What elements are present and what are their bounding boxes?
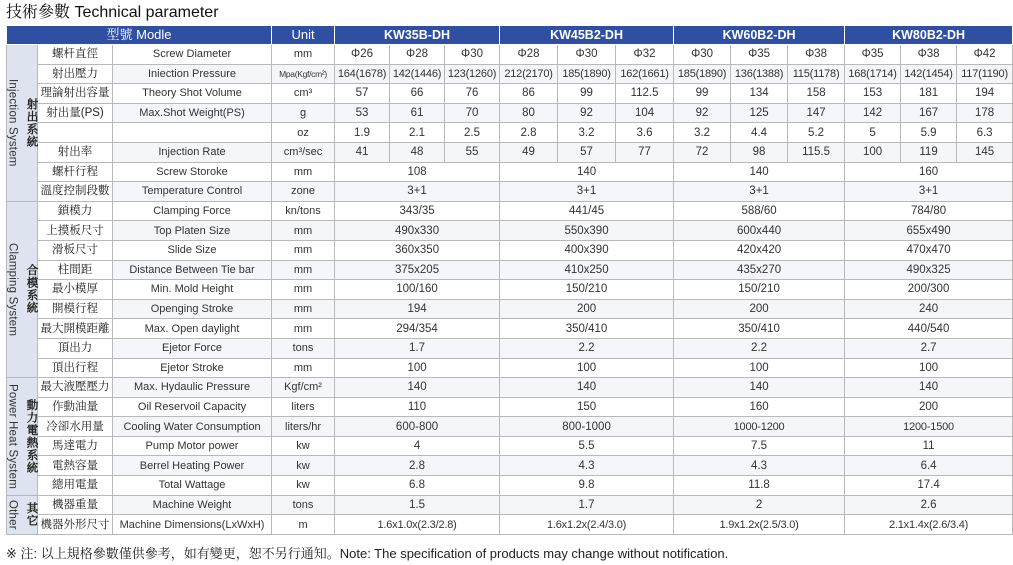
param-name-en: Cooling Water Consumption <box>113 417 272 437</box>
section-label-zh: 其它 <box>25 502 38 528</box>
value-cell: Φ28 <box>390 45 445 65</box>
table-row <box>7 319 1013 339</box>
section-label <box>7 201 38 377</box>
value-cell: 350/410 <box>674 319 845 339</box>
value-cell: 145 <box>957 142 1013 162</box>
value-cell: 100 <box>335 358 500 378</box>
value-cell: 2.1x1.4x(2.6/3.4) <box>845 515 1013 535</box>
value-cell: 3.6 <box>616 123 674 143</box>
value-cell: 150 <box>500 397 674 417</box>
param-name-en: Theory Shot Volume <box>113 84 272 104</box>
param-name-en: Oil Reservoil Capacity <box>113 397 272 417</box>
value-cell: 5.9 <box>901 123 957 143</box>
param-unit: tons <box>272 338 335 358</box>
value-cell: 115.5 <box>788 142 845 162</box>
value-cell: 2.2 <box>500 338 674 358</box>
param-name-en: Ejetor Stroke <box>113 358 272 378</box>
value-cell: 136(1388) <box>731 64 788 84</box>
value-cell: 110 <box>335 397 500 417</box>
value-cell: 5.2 <box>788 123 845 143</box>
param-name-zh: 滑板尺寸 <box>38 240 113 260</box>
value-cell: 2.8 <box>335 456 500 476</box>
value-cell: 168(1714) <box>845 64 901 84</box>
value-cell: 1200-1500 <box>845 417 1013 437</box>
param-name-en: Max. Hydaulic Pressure <box>113 378 272 398</box>
param-name-zh: 螺杆行程 <box>38 162 113 182</box>
table-row <box>7 358 1013 378</box>
param-unit: Kgf/cm² <box>272 378 335 398</box>
param-name-zh: 鎖模力 <box>38 201 113 221</box>
header-row <box>7 26 1013 45</box>
value-cell: 158 <box>788 84 845 104</box>
value-cell: 2.8 <box>500 123 558 143</box>
value-cell: 66 <box>390 84 445 104</box>
value-cell: 185(1890) <box>674 64 731 84</box>
table-row <box>7 417 1013 437</box>
value-cell: 350/410 <box>500 319 674 339</box>
value-cell: 92 <box>558 103 616 123</box>
param-unit: liters <box>272 397 335 417</box>
value-cell: 4 <box>335 436 500 456</box>
param-name-en: Injection Rate <box>113 142 272 162</box>
param-unit: mm <box>272 299 335 319</box>
value-cell: 420x420 <box>674 240 845 260</box>
param-unit: mm <box>272 162 335 182</box>
param-unit: mm <box>272 319 335 339</box>
value-cell: 11.8 <box>674 476 845 496</box>
value-cell: 400x390 <box>500 240 674 260</box>
value-cell: 117(1190) <box>957 64 1013 84</box>
param-name-en: Distance Between Tie bar <box>113 260 272 280</box>
value-cell: 3.2 <box>558 123 616 143</box>
value-cell: 200/300 <box>845 280 1013 300</box>
param-name-zh: 柱間距 <box>38 260 113 280</box>
param-name-zh: 溫度控制段數 <box>38 182 113 202</box>
param-name-en: Ejetor Force <box>113 338 272 358</box>
param-name-en: Min. Mold Height <box>113 280 272 300</box>
value-cell: Φ30 <box>558 45 616 65</box>
value-cell: 99 <box>558 84 616 104</box>
value-cell: 435x270 <box>674 260 845 280</box>
value-cell: 57 <box>335 84 390 104</box>
param-unit: tons <box>272 495 335 515</box>
value-cell: 100 <box>845 142 901 162</box>
table-row <box>7 162 1013 182</box>
value-cell: 440/540 <box>845 319 1013 339</box>
value-cell: 153 <box>845 84 901 104</box>
value-cell: 140 <box>674 378 845 398</box>
section-label-zh: 合模系統 <box>25 264 38 315</box>
table-row <box>7 201 1013 221</box>
param-name-zh: 螺杆直徑 <box>38 45 113 65</box>
value-cell: Φ30 <box>674 45 731 65</box>
value-cell: 6.8 <box>335 476 500 496</box>
value-cell: 178 <box>957 103 1013 123</box>
model-header-kw60b2: KW60B2-DH <box>674 26 845 45</box>
value-cell: 600-800 <box>335 417 500 437</box>
value-cell: Φ42 <box>957 45 1013 65</box>
value-cell: 86 <box>500 84 558 104</box>
model-header-kw80b2: KW80B2-DH <box>845 26 1013 45</box>
param-unit: mm <box>272 221 335 241</box>
value-cell: 784/80 <box>845 201 1013 221</box>
value-cell: 2.6 <box>845 495 1013 515</box>
value-cell: 11 <box>845 436 1013 456</box>
table-row <box>7 182 1013 202</box>
value-cell: 162(1661) <box>616 64 674 84</box>
param-name-en: Max. Open daylight <box>113 319 272 339</box>
value-cell: 150/210 <box>674 280 845 300</box>
param-name-zh: 射出率 <box>38 142 113 162</box>
param-unit: oz <box>272 123 335 143</box>
param-name-en: Max.Shot Weight(PS) <box>113 103 272 123</box>
value-cell: 142(1454) <box>901 64 957 84</box>
value-cell: 115(1178) <box>788 64 845 84</box>
spec-body <box>7 45 1013 535</box>
value-cell: 48 <box>390 142 445 162</box>
value-cell: 140 <box>674 162 845 182</box>
value-cell: 160 <box>845 162 1013 182</box>
value-cell: 2.2 <box>674 338 845 358</box>
param-unit: g <box>272 103 335 123</box>
value-cell: 1.6x1.2x(2.4/3.0) <box>500 515 674 535</box>
table-row <box>7 221 1013 241</box>
value-cell: 140 <box>845 378 1013 398</box>
value-cell: 150/210 <box>500 280 674 300</box>
value-cell: 140 <box>500 378 674 398</box>
value-cell: 655x490 <box>845 221 1013 241</box>
value-cell: 2.5 <box>445 123 500 143</box>
section-label-en: Clamping System <box>6 242 19 336</box>
param-name-zh: 射出量(PS) <box>38 103 113 123</box>
param-name-zh: 最小模厚 <box>38 280 113 300</box>
value-cell: 200 <box>500 299 674 319</box>
param-unit: zone <box>272 182 335 202</box>
value-cell: 100 <box>674 358 845 378</box>
value-cell: 410x250 <box>500 260 674 280</box>
value-cell: 123(1260) <box>445 64 500 84</box>
section-label-zh: 動力電熱系統 <box>25 398 38 474</box>
param-unit: liters/hr <box>272 417 335 437</box>
param-name-en: Screw Storoke <box>113 162 272 182</box>
value-cell: 294/354 <box>335 319 500 339</box>
param-name-en: Machine Dimensions(LxWxH) <box>113 515 272 535</box>
value-cell: 1.9x1.2x(2.5/3.0) <box>674 515 845 535</box>
value-cell: 9.8 <box>500 476 674 496</box>
param-unit: mm <box>272 260 335 280</box>
value-cell: 4.3 <box>674 456 845 476</box>
table-row <box>7 476 1013 496</box>
value-cell: 200 <box>674 299 845 319</box>
value-cell: 142(1446) <box>390 64 445 84</box>
value-cell: Φ26 <box>335 45 390 65</box>
value-cell: 53 <box>335 103 390 123</box>
value-cell: 490x330 <box>335 221 500 241</box>
model-header-label: 型號 Modle <box>7 26 272 45</box>
table-row <box>7 515 1013 535</box>
section-label-en: Power Heat System <box>6 383 19 489</box>
value-cell: 112.5 <box>616 84 674 104</box>
param-name-en <box>113 123 272 143</box>
value-cell: 360x350 <box>335 240 500 260</box>
value-cell: 1.7 <box>500 495 674 515</box>
value-cell: 240 <box>845 299 1013 319</box>
value-cell: 600x440 <box>674 221 845 241</box>
value-cell: 6.3 <box>957 123 1013 143</box>
param-name-en: Temperature Control <box>113 182 272 202</box>
param-unit: mm <box>272 45 335 65</box>
param-name-en: Total Wattage <box>113 476 272 496</box>
table-row <box>7 260 1013 280</box>
value-cell: 343/35 <box>335 201 500 221</box>
param-name-en: Berrel Heating Power <box>113 456 272 476</box>
footnote: ※ 注: 以上規格參數僅供參考，如有變更，恕不另行通知。Note: The specification of products may change without notification. <box>6 546 729 561</box>
value-cell: 800-1000 <box>500 417 674 437</box>
value-cell: 70 <box>445 103 500 123</box>
table-row <box>7 64 1013 84</box>
value-cell: 2.1 <box>390 123 445 143</box>
value-cell: 200 <box>845 397 1013 417</box>
model-header-kw45b2: KW45B2-DH <box>500 26 674 45</box>
unit-header-label: Unit <box>272 26 335 45</box>
param-name-zh: 最大開模距離 <box>38 319 113 339</box>
param-name-en: Clamping Force <box>113 201 272 221</box>
table-row <box>7 84 1013 104</box>
param-unit: kw <box>272 456 335 476</box>
value-cell: 7.5 <box>674 436 845 456</box>
param-name-en: Top Platen Size <box>113 221 272 241</box>
page-title: 技術參數 Technical parameter <box>6 4 219 21</box>
value-cell: 92 <box>674 103 731 123</box>
param-name-zh: 開模行程 <box>38 299 113 319</box>
value-cell: 142 <box>845 103 901 123</box>
value-cell: 55 <box>445 142 500 162</box>
value-cell: Φ28 <box>500 45 558 65</box>
value-cell: Φ35 <box>731 45 788 65</box>
param-name-zh: 上摸板尺寸 <box>38 221 113 241</box>
param-name-en: Pump Motor power <box>113 436 272 456</box>
section-label-zh: 射出系統 <box>25 97 38 148</box>
model-header-kw35b: KW35B-DH <box>335 26 500 45</box>
section-label-en: Injection System <box>6 79 19 167</box>
value-cell: 5.5 <box>500 436 674 456</box>
value-cell: 2 <box>674 495 845 515</box>
value-cell: 5 <box>845 123 901 143</box>
value-cell: 1000-1200 <box>674 417 845 437</box>
table-row <box>7 240 1013 260</box>
value-cell: 3+1 <box>674 182 845 202</box>
param-unit: m <box>272 515 335 535</box>
table-row <box>7 45 1013 65</box>
param-unit: mm <box>272 240 335 260</box>
table-row <box>7 280 1013 300</box>
param-unit: kw <box>272 476 335 496</box>
value-cell: 41 <box>335 142 390 162</box>
value-cell: 147 <box>788 103 845 123</box>
value-cell: 490x325 <box>845 260 1013 280</box>
value-cell: 185(1890) <box>558 64 616 84</box>
spec-table <box>6 25 1013 535</box>
value-cell: 100 <box>845 358 1013 378</box>
table-row <box>7 123 1013 143</box>
value-cell: 194 <box>957 84 1013 104</box>
value-cell: 3+1 <box>845 182 1013 202</box>
table-row <box>7 142 1013 162</box>
param-unit: kn/tons <box>272 201 335 221</box>
value-cell: 61 <box>390 103 445 123</box>
value-cell: 100/160 <box>335 280 500 300</box>
param-unit: mm <box>272 280 335 300</box>
param-name-zh <box>38 123 113 143</box>
value-cell: 181 <box>901 84 957 104</box>
value-cell: 588/60 <box>674 201 845 221</box>
param-unit: kw <box>272 436 335 456</box>
value-cell: 1.6x1.0x(2.3/2.8) <box>335 515 500 535</box>
table-row <box>7 299 1013 319</box>
section-label <box>7 378 38 496</box>
value-cell: 104 <box>616 103 674 123</box>
value-cell: 1.5 <box>335 495 500 515</box>
value-cell: 77 <box>616 142 674 162</box>
param-name-en: Machine Weight <box>113 495 272 515</box>
value-cell: 4.4 <box>731 123 788 143</box>
value-cell: 57 <box>558 142 616 162</box>
value-cell: 72 <box>674 142 731 162</box>
param-name-zh: 頂出行程 <box>38 358 113 378</box>
param-name-en: Screw Diameter <box>113 45 272 65</box>
value-cell: 100 <box>500 358 674 378</box>
table-row <box>7 103 1013 123</box>
value-cell: 140 <box>335 378 500 398</box>
value-cell: 140 <box>500 162 674 182</box>
param-name-zh: 理論射出容量 <box>38 84 113 104</box>
value-cell: Φ38 <box>788 45 845 65</box>
value-cell: 3+1 <box>335 182 500 202</box>
value-cell: 550x390 <box>500 221 674 241</box>
value-cell: Φ35 <box>845 45 901 65</box>
param-name-zh: 射出壓力 <box>38 64 113 84</box>
value-cell: 164(1678) <box>335 64 390 84</box>
value-cell: 6.4 <box>845 456 1013 476</box>
value-cell: 167 <box>901 103 957 123</box>
param-name-zh: 冷卻水用量 <box>38 417 113 437</box>
param-unit: cm³ <box>272 84 335 104</box>
section-label <box>7 495 38 534</box>
param-name-en: Slide Size <box>113 240 272 260</box>
value-cell: 1.7 <box>335 338 500 358</box>
value-cell: 2.7 <box>845 338 1013 358</box>
value-cell: 3.2 <box>674 123 731 143</box>
param-name-zh: 總用電量 <box>38 476 113 496</box>
param-unit: mm <box>272 358 335 378</box>
value-cell: 160 <box>674 397 845 417</box>
param-name-zh: 機器重量 <box>38 495 113 515</box>
param-unit: Mpa(Kgf/cm²) <box>272 64 335 84</box>
value-cell: 76 <box>445 84 500 104</box>
param-name-zh: 作動油量 <box>38 397 113 417</box>
value-cell: 1.9 <box>335 123 390 143</box>
value-cell: 212(2170) <box>500 64 558 84</box>
table-row <box>7 456 1013 476</box>
value-cell: 4.3 <box>500 456 674 476</box>
value-cell: 49 <box>500 142 558 162</box>
param-name-zh: 馬達電力 <box>38 436 113 456</box>
value-cell: 80 <box>500 103 558 123</box>
table-row <box>7 436 1013 456</box>
param-name-en: Iniection Pressure <box>113 64 272 84</box>
table-row <box>7 378 1013 398</box>
value-cell: 108 <box>335 162 500 182</box>
param-name-zh: 最大液壓壓力 <box>38 378 113 398</box>
section-label <box>7 45 38 202</box>
value-cell: 375x205 <box>335 260 500 280</box>
value-cell: Φ32 <box>616 45 674 65</box>
param-name-zh: 電熱容量 <box>38 456 113 476</box>
value-cell: 441/45 <box>500 201 674 221</box>
table-row <box>7 338 1013 358</box>
param-name-en: Openging Stroke <box>113 299 272 319</box>
value-cell: 194 <box>335 299 500 319</box>
value-cell: 125 <box>731 103 788 123</box>
table-row <box>7 495 1013 515</box>
value-cell: 3+1 <box>500 182 674 202</box>
value-cell: 98 <box>731 142 788 162</box>
value-cell: Φ38 <box>901 45 957 65</box>
value-cell: 134 <box>731 84 788 104</box>
param-unit: cm³/sec <box>272 142 335 162</box>
param-name-zh: 機器外形尺寸 <box>38 515 113 535</box>
value-cell: 119 <box>901 142 957 162</box>
table-row <box>7 397 1013 417</box>
section-label-en: Other <box>6 499 19 530</box>
value-cell: 17.4 <box>845 476 1013 496</box>
value-cell: 99 <box>674 84 731 104</box>
value-cell: Φ30 <box>445 45 500 65</box>
param-name-zh: 頂出力 <box>38 338 113 358</box>
value-cell: 470x470 <box>845 240 1013 260</box>
